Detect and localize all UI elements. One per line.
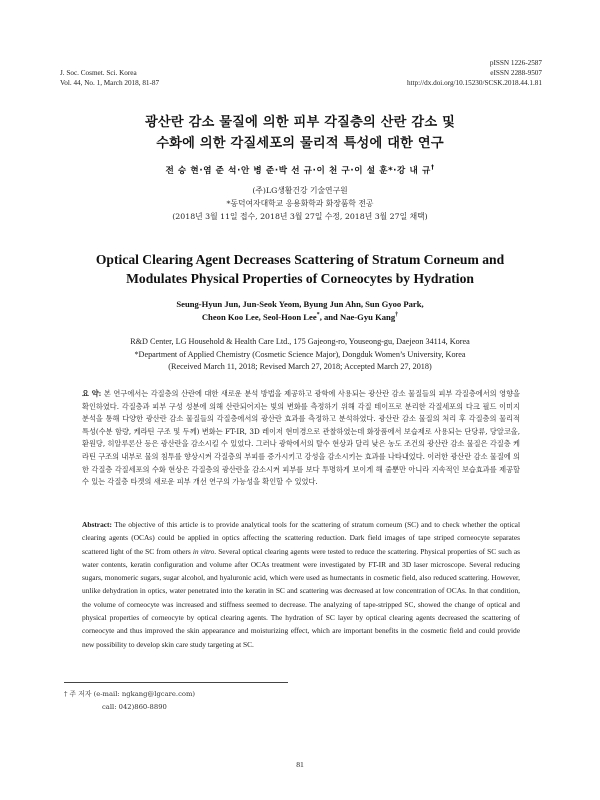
volume-info: Vol. 44, No. 1, March 2018, 81-87 — [60, 79, 160, 87]
english-authors-line-1: Seung-Hyun Jun, Jun-Seok Yeom, Byung Jun Ahn, Sun Gyoo Park, — [176, 299, 424, 309]
footnote — [64, 688, 195, 714]
journal-header-left — [60, 68, 159, 88]
korean-title-line-2: 수화에 의한 각질세포의 물리적 특성에 대한 연구 — [156, 136, 444, 151]
asterisk-mark: * — [316, 312, 320, 319]
korean-authors — [40, 164, 560, 176]
english-title-line-1: Optical Clearing Agent Decreases Scattering of Stratum Corneum and — [95, 252, 505, 267]
footnote-phone: call: 042)860-8890 — [102, 703, 167, 711]
english-abstract-italic: in vitro — [192, 546, 215, 556]
english-abstract — [82, 518, 520, 651]
english-abstract-label: Abstract: — [82, 520, 112, 529]
korean-abstract-text: 본 연구에서는 각질층의 산란에 대한 새로운 분석 방법을 제공하고 광학에 사용되는 광산란 감소 물질들의 피부 각질층에서의 영향을 확인하였다. 각질층과 피부 구성 성분에 의해 산란되어지는 빛의 변화를 측정하기 위해 각질 테이프로 분리한 각질세포의 다크 필드 이미지 분석을 통해 다양한 광산란 감소 물질들의 각질층에서의 광산란 효과를 측정하고 분석하였다. 광산란 감소 물질의 처리 후 각질층의 물리적 특성(수분 함량, 케라틴 구조 및 두께) 변화는 FT-IR, 3D 레이저 현미경으로 관찰하였는데 화장품에서 보습제로 사용되는 단당류, 당알코올, 환원당, 히알루론산 등은 광산란을 감소시킬 수 있었다. 그러나 광학에서의 탈수 현상과 달리 낮은 농도 조건의 광산란 감소 물질은 각질층 케라틴 구조의 내부로 물의 침투를 향상시켜 각질층의 부피를 증가시키고 강성을 감소시키는 효과를 나타내었다. 이러한 광산란 감소 물질에 의한 각질층 각질세포의 수화 현상은 각질층의 광산란을 감소시켜 피부를 보다 투명하게 보이게 해 줄뿐만 아니라 지속적인 보습효과를 제공할 수 있는 각질층 타겟의 새로운 피부 개선 연구의 가능성을 확인할 수 있었다. — [82, 389, 520, 487]
dagger-mark: † — [395, 312, 399, 319]
english-abstract-text-a: The objective of this article is to provide analytical tools for the scattering of stratum corneum (SC) and to check whether the optical clearing agents (OCAs) could be applied in optics affecting the scattering reduction. Dark field images of tape striped corneocyte separates scattered light of the SC from others — [82, 520, 520, 556]
korean-title-line-1: 광산란 감소 물질에 의한 피부 각질층의 산란 감소 및 — [144, 115, 456, 130]
english-dates: (Received March 11, 2018; Revised March 27, 2018; Accepted March 27, 2018) — [168, 362, 432, 371]
eissn: eISSN 2288-9507 — [490, 69, 542, 77]
doi-link[interactable]: http://dx.doi.org/10.15230/SCSK.2018.44.1.81 — [406, 79, 542, 87]
korean-dates: (2018년 3월 11일 접수, 2018년 3월 27일 수정, 2018년 3월 27일 채택) — [172, 212, 428, 221]
english-affiliations — [40, 336, 560, 374]
english-authors — [40, 298, 560, 324]
korean-abstract-label: 요 약: — [82, 389, 102, 398]
footnote-email: † 주 저자 (e-mail: ngkang@lgcare.com) — [64, 690, 196, 698]
author-names-b: , and Nae-Gyu Kang — [319, 312, 396, 322]
korean-authors-text: 전 승 현·염 준 석·안 병 준·박 선 규·이 천 구·이 설 훈*·강 내 규 — [165, 166, 431, 176]
english-affiliation-2: *Department of Applied Chemistry (Cosmetic Science Major), Dongduk Women’s University, Korea — [134, 349, 466, 359]
english-title-line-2: Modulates Physical Properties of Corneocytes by Hydration — [126, 271, 474, 286]
english-abstract-text-b: . Several optical clearing agents were tested to reduce the scattering. Physical properties of SC such as water contents, keratin configuration and volume after OCAs treatment were investigated by FT-IR and 3D laser microscope. Several reducing sugars, monomeric sugars, sugar alcohol, and hyaluronic acid, which were used as humectants in cosmetic field, also reduced scattering. However, unlike dehydration in optics, water penetrated into the keratin in SC and scattering was decreased at low concentration of OCAs. In that condition, the volume of corneocyte was increased and stiffness seemed to decrease. The analyzing of tape-stripped SC, showed the change of optical and physical properties of corneocyte by optical clearing agents. The hydration of SC layer by optical clearing agents decreased the scattering of corneocyte and thus improved the skin appearance and moisturizing effect, which are important benefits in the cosmetic field and could provide new possibility to develop skin care study targeting at SC. — [82, 546, 520, 649]
korean-affiliations — [40, 184, 560, 223]
author-names-a: Cheon Koo Lee, Seol-Hoon Lee — [201, 312, 317, 322]
pissn: pISSN 1226-2587 — [489, 59, 542, 67]
english-affiliation-1: R&D Center, LG Household & Health Care Ltd., 175 Gajeong-ro, Youseong-gu, Daejeon 34114, Korea — [130, 337, 470, 346]
korean-affiliation-1: (주)LG생활건강 기술연구원 — [252, 186, 348, 195]
journal-header-right — [407, 58, 542, 88]
page-number: 81 — [296, 760, 304, 769]
english-authors-line-2 — [40, 311, 560, 324]
korean-abstract — [82, 388, 520, 489]
corresponding-mark: † — [430, 164, 435, 172]
korean-title — [40, 112, 560, 154]
footnote-divider — [64, 682, 288, 683]
english-title — [30, 250, 570, 288]
journal-name: J. Soc. Cosmet. Sci. Korea — [60, 69, 137, 77]
korean-affiliation-2: *동덕여자대학교 응용화학과 화장품학 전공 — [226, 199, 374, 208]
